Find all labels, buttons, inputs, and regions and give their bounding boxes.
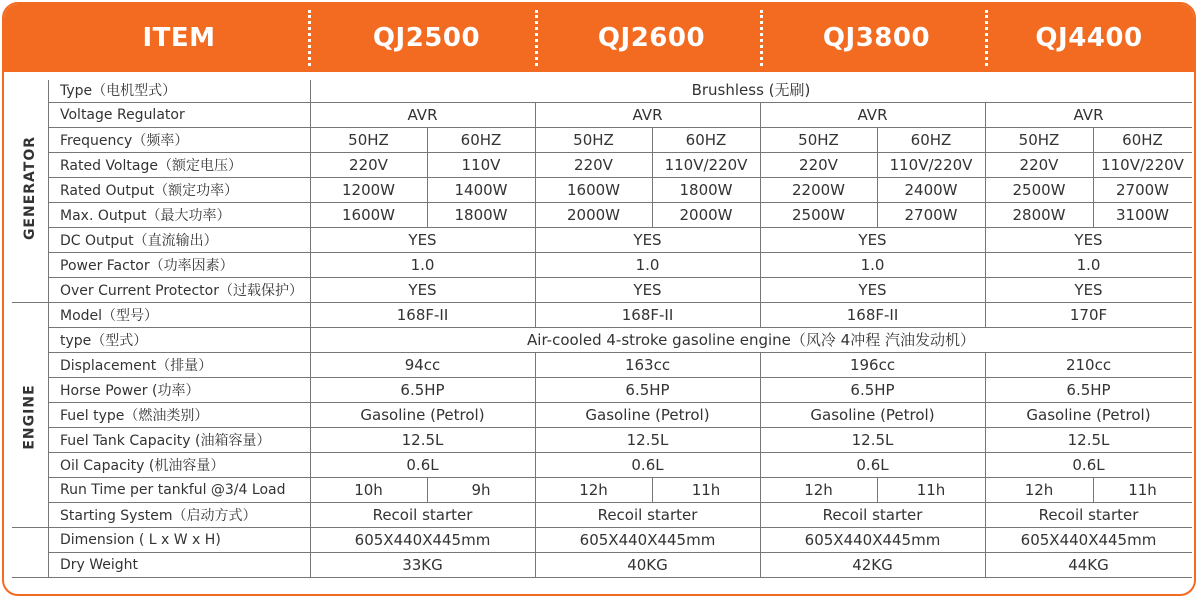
spec-value: Brushless (无刷) <box>691 81 811 99</box>
header-separator <box>535 10 538 66</box>
spec-value: 12.5L <box>1067 430 1110 449</box>
row-label: Rated Voltage（额定电压） <box>60 157 242 174</box>
spec-value: 10h <box>354 480 383 499</box>
column-divider <box>877 177 878 202</box>
column-divider <box>760 177 761 202</box>
spec-value: YES <box>858 230 887 249</box>
column-divider <box>427 477 428 502</box>
spec-value: 110V/220V <box>889 155 973 174</box>
spec-value: 0.6L <box>406 455 439 474</box>
spec-value: 605X440X445mm <box>579 530 716 549</box>
spec-value: YES <box>858 280 887 299</box>
spec-value: AVR <box>1073 105 1104 124</box>
spec-value: Recoil starter <box>597 505 698 524</box>
spec-value: Gasoline (Petrol) <box>360 405 485 424</box>
spec-value: Recoil starter <box>372 505 473 524</box>
spec-value: 168F-II <box>396 305 449 324</box>
spec-value: 12h <box>579 480 608 499</box>
spec-value: 220V <box>1019 155 1059 174</box>
spec-value: 1.0 <box>410 255 435 274</box>
spec-value: 168F-II <box>846 305 899 324</box>
column-divider <box>985 502 986 527</box>
header-model-qj2600: QJ2600 <box>597 23 706 53</box>
column-divider <box>985 427 986 452</box>
spec-value: YES <box>1074 280 1103 299</box>
column-divider <box>985 452 986 477</box>
column-divider <box>760 127 761 152</box>
row-label: Model（型号） <box>60 307 159 324</box>
column-divider <box>985 552 986 577</box>
spec-value: Recoil starter <box>1038 505 1139 524</box>
row-label: DC Output（直流输出） <box>60 232 218 249</box>
header-model-qj4400: QJ4400 <box>1035 23 1143 53</box>
column-divider <box>427 202 428 227</box>
spec-value: 50HZ <box>348 130 389 149</box>
header-model-qj3800: QJ3800 <box>822 23 931 53</box>
spec-value: 1800W <box>454 205 508 224</box>
spec-value: 11h <box>1128 480 1157 499</box>
column-divider <box>985 252 986 277</box>
spec-value: 1400W <box>454 180 508 199</box>
row-label: Fuel type（燃油类别） <box>60 407 209 424</box>
column-divider <box>760 252 761 277</box>
spec-value: 9h <box>471 480 491 499</box>
section-label-generator: GENERATOR <box>22 135 39 241</box>
row-label: Displacement（排量） <box>60 357 213 374</box>
spec-table <box>2 2 1196 596</box>
section-label-engine: ENGINE <box>22 383 39 450</box>
header-separator <box>985 10 988 66</box>
column-divider <box>535 152 536 177</box>
column-divider <box>535 177 536 202</box>
spec-value: 2400W <box>904 180 958 199</box>
row-label: Frequency（频率） <box>60 132 189 149</box>
spec-value: 40KG <box>627 555 668 574</box>
header-separator <box>308 10 311 66</box>
table-body <box>4 72 1194 594</box>
column-divider <box>985 302 986 327</box>
column-divider <box>985 377 986 402</box>
column-divider <box>427 127 428 152</box>
spec-value: 0.6L <box>856 455 889 474</box>
column-divider <box>535 477 536 502</box>
spec-value: 60HZ <box>460 130 502 149</box>
column-divider <box>877 477 878 502</box>
column-divider <box>535 302 536 327</box>
spec-value: 11h <box>691 480 721 499</box>
row-label: Power Factor（功率因素） <box>60 257 234 274</box>
column-divider <box>427 177 428 202</box>
spec-value: Recoil starter <box>822 505 923 524</box>
spec-value: 50HZ <box>573 130 614 149</box>
column-divider <box>877 202 878 227</box>
spec-value: 60HZ <box>910 130 952 149</box>
column-divider <box>760 402 761 427</box>
column-divider <box>760 502 761 527</box>
column-divider <box>1093 152 1094 177</box>
row-label: Type（电机型式） <box>60 82 177 99</box>
row-label: Run Time per tankful @3/4 Load <box>60 481 286 498</box>
column-divider <box>652 202 653 227</box>
spec-value: 94cc <box>404 355 441 374</box>
column-divider <box>760 152 761 177</box>
column-divider <box>985 227 986 252</box>
column-divider <box>760 302 761 327</box>
column-divider <box>535 127 536 152</box>
column-divider <box>760 202 761 227</box>
spec-value: 1600W <box>566 180 620 199</box>
row-label: Starting System（启动方式） <box>60 507 257 524</box>
column-divider <box>760 277 761 302</box>
column-divider <box>760 377 761 402</box>
column-divider <box>535 552 536 577</box>
column-divider <box>652 152 653 177</box>
spec-value: 605X440X445mm <box>354 530 491 549</box>
column-divider <box>985 177 986 202</box>
spec-value: 50HZ <box>798 130 839 149</box>
spec-value: 220V <box>799 155 838 174</box>
spec-value: AVR <box>407 105 438 124</box>
column-divider <box>1093 177 1094 202</box>
table-header <box>4 4 1194 72</box>
column-divider <box>877 127 878 152</box>
row-label: Over Current Protector（过载保护） <box>60 282 303 299</box>
spec-value: 6.5HP <box>625 380 670 399</box>
spec-value: 196cc <box>849 355 896 374</box>
column-divider <box>1093 127 1094 152</box>
column-divider <box>652 177 653 202</box>
column-divider <box>985 402 986 427</box>
column-divider <box>985 277 986 302</box>
spec-value: YES <box>1074 230 1103 249</box>
spec-value: 0.6L <box>1072 455 1105 474</box>
spec-value: Gasoline (Petrol) <box>1026 405 1151 424</box>
spec-value: YES <box>633 230 662 249</box>
column-divider <box>985 527 986 552</box>
spec-value: Gasoline (Petrol) <box>810 405 935 424</box>
row-label: Voltage Regulator <box>60 106 185 123</box>
spec-value: 110V/220V <box>1101 155 1184 174</box>
column-divider <box>760 102 761 127</box>
column-divider <box>535 227 536 252</box>
spec-value: 1.0 <box>635 255 660 274</box>
spec-value: 605X440X445mm <box>1020 530 1157 549</box>
column-divider <box>535 377 536 402</box>
column-divider <box>652 477 653 502</box>
spec-value: 0.6L <box>631 455 664 474</box>
spec-value: AVR <box>857 105 888 124</box>
column-divider <box>760 477 761 502</box>
row-label: Dimension ( L x W x H) <box>60 531 221 548</box>
column-divider <box>1093 202 1094 227</box>
spec-value: 1600W <box>341 205 395 224</box>
spec-value: 12h <box>1024 480 1054 499</box>
header-item: ITEM <box>142 23 216 53</box>
spec-value: 2500W <box>1012 180 1066 199</box>
column-divider <box>535 427 536 452</box>
column-divider <box>427 152 428 177</box>
column-divider <box>535 277 536 302</box>
column-divider <box>760 452 761 477</box>
column-divider <box>760 352 761 377</box>
column-divider <box>985 352 986 377</box>
spec-value: YES <box>408 280 437 299</box>
column-divider <box>535 352 536 377</box>
spec-value: AVR <box>632 105 663 124</box>
column-divider <box>760 552 761 577</box>
spec-value: 6.5HP <box>1066 380 1111 399</box>
column-divider <box>760 227 761 252</box>
spec-value: 170F <box>1069 305 1108 324</box>
spec-value: Air-cooled 4-stroke gasoline engine（风冷 4冲程 汽油发动机） <box>527 331 975 349</box>
spec-value: 168F-II <box>621 305 674 324</box>
spec-value: 2000W <box>679 205 733 224</box>
column-divider <box>985 477 986 502</box>
row-label: Dry Weight <box>60 556 139 573</box>
spec-value: 12.5L <box>851 430 894 449</box>
spec-value: 2700W <box>904 205 958 224</box>
spec-value: YES <box>408 230 437 249</box>
column-divider <box>535 502 536 527</box>
column-divider <box>985 152 986 177</box>
spec-value: 60HZ <box>1122 130 1163 149</box>
spec-value: YES <box>633 280 662 299</box>
spec-value: 2500W <box>791 205 845 224</box>
spec-value: 11h <box>916 480 946 499</box>
header-separator <box>760 10 763 66</box>
column-divider <box>535 402 536 427</box>
spec-value: 1200W <box>341 180 395 199</box>
spec-value: Gasoline (Petrol) <box>585 405 710 424</box>
column-divider <box>535 202 536 227</box>
spec-value: 1.0 <box>860 255 885 274</box>
spec-value: 50HZ <box>1018 130 1060 149</box>
column-divider <box>877 152 878 177</box>
spec-value: 33KG <box>402 555 443 574</box>
column-divider <box>535 102 536 127</box>
spec-value: 605X440X445mm <box>804 530 941 549</box>
spec-value: 12h <box>804 480 833 499</box>
spec-value: 44KG <box>1068 555 1109 574</box>
spec-value: 1800W <box>679 180 733 199</box>
row-divider <box>12 577 1192 578</box>
spec-value: 6.5HP <box>850 380 895 399</box>
row-label: Oil Capacity (机油容量） <box>60 457 225 474</box>
row-label: type（型式） <box>60 332 148 349</box>
spec-value: 60HZ <box>685 130 727 149</box>
spec-value: 1.0 <box>1076 255 1101 274</box>
row-label: Rated Output（额定功率） <box>60 182 239 199</box>
spec-value: 220V <box>574 155 613 174</box>
spec-value: 2800W <box>1012 205 1066 224</box>
column-divider <box>985 127 986 152</box>
column-divider <box>985 202 986 227</box>
column-divider <box>535 252 536 277</box>
header-model-qj2500: QJ2500 <box>372 23 481 53</box>
column-divider <box>652 127 653 152</box>
column-divider <box>760 527 761 552</box>
spec-value: 2200W <box>791 180 845 199</box>
column-divider <box>985 102 986 127</box>
row-label: Horse Power (功率） <box>60 382 200 399</box>
column-divider <box>535 527 536 552</box>
column-divider <box>760 427 761 452</box>
spec-value: 6.5HP <box>400 380 445 399</box>
spec-value: 210cc <box>1065 355 1112 374</box>
spec-value: 110V <box>461 155 501 174</box>
spec-value: 2000W <box>566 205 620 224</box>
spec-value: 12.5L <box>401 430 444 449</box>
spec-value: 2700W <box>1115 180 1169 199</box>
spec-value: 220V <box>349 155 388 174</box>
column-divider <box>535 452 536 477</box>
column-divider <box>1093 477 1094 502</box>
spec-value: 3100W <box>1115 205 1169 224</box>
spec-value: 42KG <box>852 555 893 574</box>
row-label: Fuel Tank Capacity (油箱容量） <box>60 432 271 449</box>
spec-value: 110V/220V <box>664 155 748 174</box>
row-label: Max. Output（最大功率） <box>60 207 231 224</box>
spec-value: 163cc <box>624 355 671 374</box>
spec-value: 12.5L <box>626 430 669 449</box>
